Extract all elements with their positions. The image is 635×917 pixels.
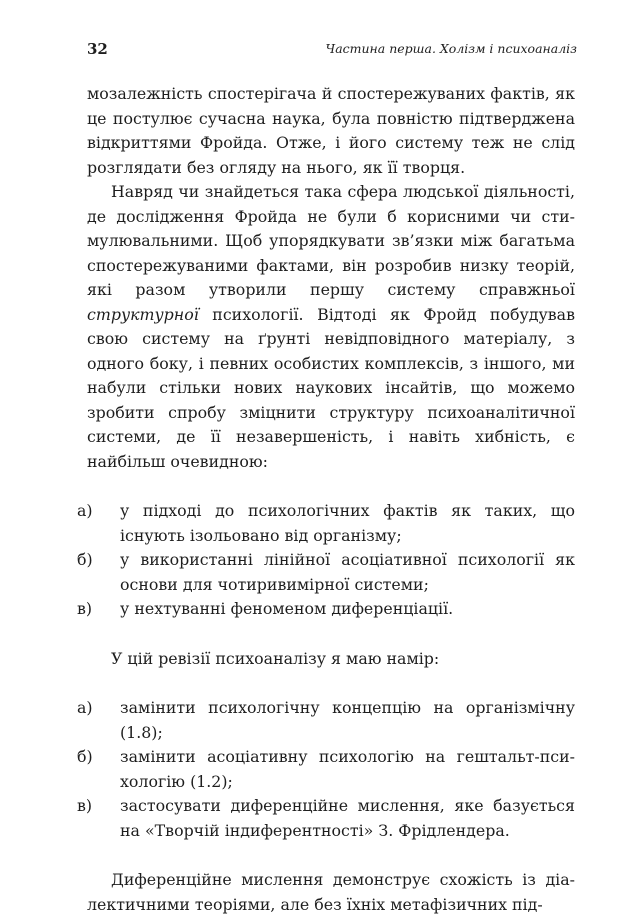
list-marker: в) (77, 796, 93, 815)
paragraph-1: мозалежність спостерігача й спостережуваних фактів, як це постулює сучасна наука, була повністю підтверджена відкриттями Фройда. Отже, і його систему теж не слід розглядати без огляду на нього, як її творця. (87, 84, 575, 177)
list-item-text: замінити психологічну концепцію на організмічну (1.8); (120, 698, 575, 742)
spacer (87, 474, 575, 499)
running-head: Частина перша. Холізм і психоаналіз (325, 41, 577, 56)
paragraph-2-text-after: психології. Відтоді як Фройд побудував свою систему на ґрунті невідповідного матеріалу, з одного боку, і певних особистих комплексів, з іншого, ми набули стільки нових наукових інсайтів, що можемо зробити спробу зміцнити структуру психоаналітичної системи, де її незавершеність, і навіть хибність, є найбільш очевидною: (87, 304, 575, 471)
list-item (77, 696, 575, 745)
page-header (87, 40, 577, 60)
list-marker: б) (77, 550, 93, 569)
list-item-text: у використанні лінійної асоціативної психології як основи для чотиривимірної системи; (120, 550, 575, 594)
list-item (77, 548, 575, 597)
page-number: 32 (87, 40, 108, 58)
list-shortcomings (77, 499, 575, 622)
paragraph-2-italic-term: структурної (87, 304, 199, 324)
spacer (87, 843, 575, 868)
list-item-text: замінити асоціативну психологію на гештальт-психологію (1.2); (120, 747, 575, 791)
list-item (77, 499, 575, 548)
paragraph-2 (87, 180, 575, 474)
paragraph-2-text-before: Навряд чи знайдеться така сфера людської діяльності, де дослідження Фройда не були б корисними чи стимулювальними. Щоб упорядкувати зв’язки між багатьма спостережуваними фактами, він розробив низку теорій, які разом утворили першу систему справжньої (87, 182, 575, 299)
list-item-text: у нехтуванні феноменом диференціації. (120, 599, 454, 618)
paragraph-3: У цій ревізії психоаналізу я маю намір: (111, 648, 440, 668)
list-item-text: застосувати диференційне мислення, яке базується на «Творчій індиферентності» З. Фрідлендера. (120, 796, 575, 840)
list-marker: в) (77, 599, 93, 618)
spacer (87, 671, 575, 696)
list-item (77, 794, 575, 843)
paragraph-4: Диференційне мислення демонструє схожість із діалектичними теоріями, але без їхніх метафізичних під- (87, 870, 575, 914)
list-intentions (77, 696, 575, 843)
list-item-text: у підході до психологічних фактів як таких, що існують ізольовано від організму; (120, 501, 575, 545)
list-marker: а) (77, 698, 93, 717)
list-item (77, 745, 575, 794)
list-item (77, 597, 575, 622)
list-marker: а) (77, 501, 93, 520)
page-body (77, 82, 575, 917)
spacer (87, 622, 575, 647)
list-marker: б) (77, 747, 93, 766)
